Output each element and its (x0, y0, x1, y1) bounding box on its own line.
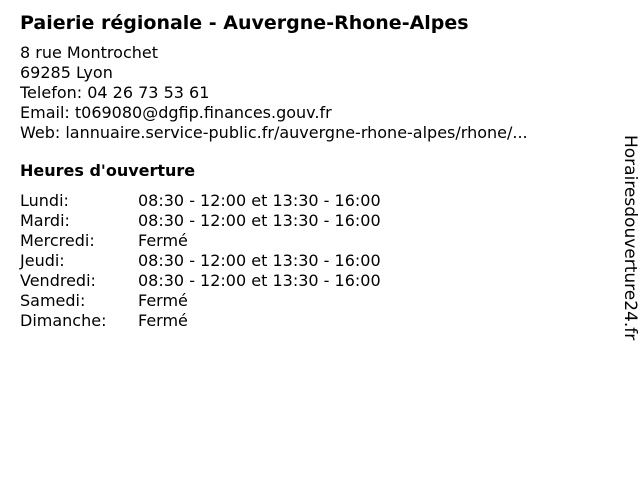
hours-day: Samedi: (20, 291, 86, 310)
hours-time: Fermé (138, 311, 188, 330)
phone-line[interactable]: Telefon: 04 26 73 53 61 (20, 83, 210, 102)
hours-heading: Heures d'ouverture (20, 161, 196, 180)
hours-time: Fermé (138, 291, 188, 310)
hours-time: 08:30 - 12:00 et 13:30 - 16:00 (138, 191, 381, 210)
site-watermark: Horairesdouverture24.fr (620, 135, 640, 341)
hours-day: Dimanche: (20, 311, 107, 330)
hours-day: Jeudi: (20, 251, 65, 270)
hours-time: Fermé (138, 231, 188, 250)
address-street: 8 rue Montrochet (20, 43, 158, 62)
hours-row (20, 251, 600, 271)
hours-day: Lundi: (20, 191, 69, 210)
hours-time: 08:30 - 12:00 et 13:30 - 16:00 (138, 211, 381, 230)
hours-time: 08:30 - 12:00 et 13:30 - 16:00 (138, 271, 381, 290)
hours-row (20, 231, 600, 251)
hours-day: Vendredi: (20, 271, 96, 290)
hours-row (20, 271, 600, 291)
hours-time: 08:30 - 12:00 et 13:30 - 16:00 (138, 251, 381, 270)
hours-row (20, 191, 600, 211)
web-line[interactable]: Web: lannuaire.service-public.fr/auvergne-rhone-alpes/rhone/... (20, 123, 528, 142)
hours-row (20, 211, 600, 231)
hours-row (20, 311, 600, 331)
office-card (20, 11, 600, 331)
hours-row (20, 291, 600, 311)
hours-day: Mercredi: (20, 231, 95, 250)
office-title: Paierie régionale - Auvergne-Rhone-Alpes (20, 12, 469, 34)
email-line[interactable]: Email: t069080@dgfip.finances.gouv.fr (20, 103, 332, 122)
address-city: 69285 Lyon (20, 63, 113, 82)
hours-day: Mardi: (20, 211, 70, 230)
